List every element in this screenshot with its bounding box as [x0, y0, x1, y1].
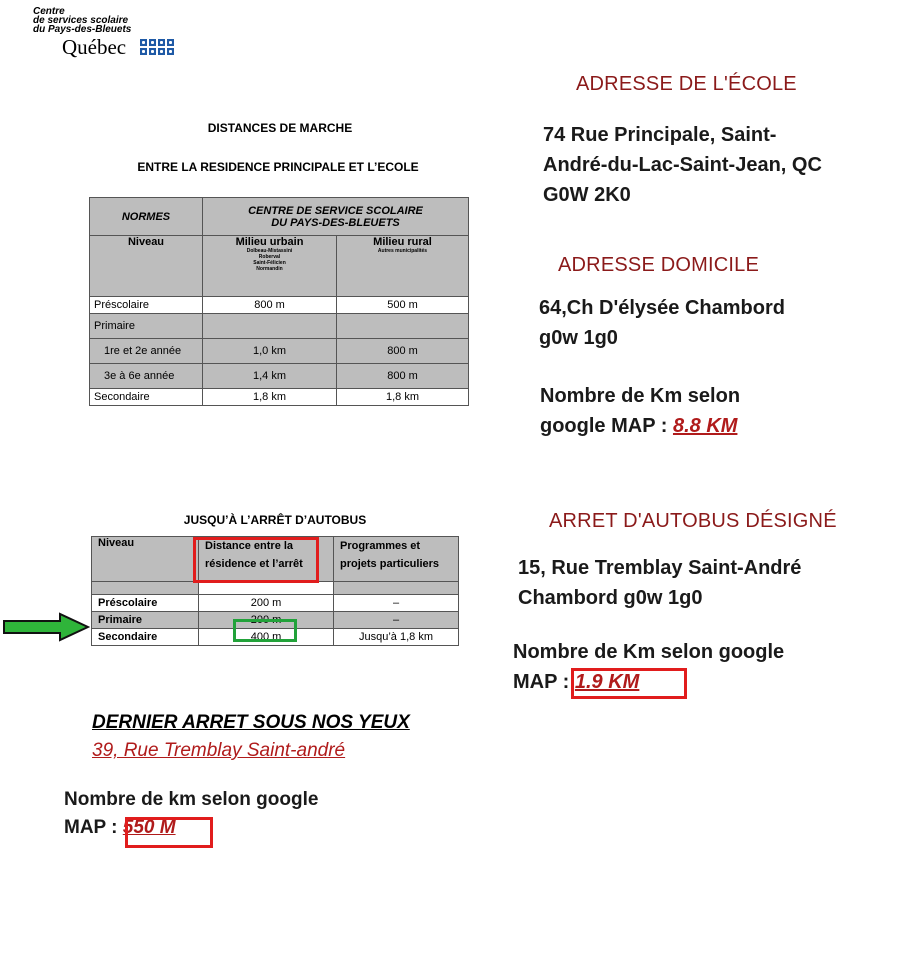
domicile-address — [539, 293, 785, 353]
dernier-arret-title: DERNIER ARRET SOUS NOS YEUX — [92, 712, 410, 733]
urbain-sub-4: Normandin — [256, 266, 283, 272]
dernier-km-map-label: MAP : — [64, 817, 118, 838]
t2-prog-line2: projets particuliers — [340, 558, 440, 570]
domicile-km-line1: Nombre de Km selon — [540, 385, 741, 407]
arret-km-value: 1.9 KM — [574, 671, 640, 693]
t2-cell-niveau: Primaire — [92, 612, 199, 629]
urbain-label: Milieu urbain — [235, 236, 304, 248]
arret-km-line1: Nombre de Km selon google — [513, 641, 785, 663]
rural-sub: Autres municipalités — [377, 248, 428, 254]
dernier-km-highlight — [122, 817, 213, 848]
dernier-km-line1: Nombre de km selon google — [64, 789, 319, 810]
urbain-header — [203, 236, 337, 297]
table-row — [90, 389, 469, 406]
domicile-line2: g0w 1g0 — [539, 327, 618, 349]
t2-cell-prog: Jusqu’à 1,8 km — [334, 629, 459, 646]
urbain-sub-2: Roberval — [258, 254, 281, 260]
domicile-heading: ADRESSE DOMICILE — [558, 254, 760, 276]
t2-cell-distance: 400 m — [199, 629, 334, 646]
rural-label: Milieu rural — [373, 236, 432, 248]
dernier-km-value: 550 M — [122, 817, 176, 838]
t2-distance-line1: Distance entre la — [205, 540, 294, 552]
cell-niveau: Primaire — [90, 314, 203, 339]
t2-cell-niveau: Secondaire — [92, 629, 199, 646]
t2-cell-distance: 200 m — [199, 595, 334, 612]
primaire-distance-highlight — [233, 619, 297, 642]
t2-cell-prog: – — [334, 595, 459, 612]
cell-rural: 800 m — [337, 339, 469, 364]
niveau-header: Niveau — [90, 236, 203, 297]
table-row — [92, 595, 459, 612]
quebec-flag-icon — [140, 39, 156, 55]
t2-prog-line1: Programmes et — [340, 540, 421, 552]
t2-cell-distance: 200 m — [199, 612, 334, 629]
logo-line-2: de services scolaire — [33, 15, 129, 26]
arrow-right-icon — [2, 612, 90, 642]
dernier-arret-address: 39, Rue Tremblay Saint-andré — [92, 740, 346, 761]
domicile-km-line2 — [540, 411, 740, 441]
domicile-km-value: 8.8 KM — [672, 415, 738, 437]
urbain-sub-1: Dolbeau-Mistassini — [246, 248, 293, 254]
cell-rural: 500 m — [337, 297, 469, 314]
t2-cell-prog: – — [334, 612, 459, 629]
urbain-sub-3: Saint-Félicien — [253, 260, 286, 266]
cell-urbain: 800 m — [203, 297, 337, 314]
cell-niveau: 1re et 2e année — [90, 339, 203, 364]
logo-line-1: Centre — [33, 6, 65, 17]
table-row — [90, 364, 469, 389]
doc-title-residence: ENTRE LA RESIDENCE PRINCIPALE ET L’ECOLE — [137, 160, 419, 174]
domicile-km — [540, 381, 740, 441]
rural-header — [337, 236, 469, 297]
arret-km-highlight — [571, 668, 687, 699]
table-row — [90, 314, 469, 339]
centre-header — [203, 198, 469, 236]
centre-header-line1: CENTRE DE SERVICE SCOLAIRE — [248, 204, 423, 217]
cell-rural: 800 m — [337, 364, 469, 389]
logo-line-3: du Pays-des-Bleuets — [33, 24, 132, 35]
t2-distance-line2: résidence et l’arrêt — [205, 558, 303, 570]
cell-urbain: 1,0 km — [203, 339, 337, 364]
cell-rural: 1,8 km — [337, 389, 469, 406]
ecole-address — [543, 120, 822, 210]
arret-heading: ARRET D'AUTOBUS DÉSIGNÉ — [549, 510, 837, 532]
cell-urbain — [203, 314, 337, 339]
normes-header: NORMES — [90, 198, 203, 236]
cell-urbain: 1,4 km — [203, 364, 337, 389]
t2-prog-header — [334, 537, 459, 582]
arret-line1: 15, Rue Tremblay Saint-André — [518, 557, 802, 579]
cell-urbain: 1,8 km — [203, 389, 337, 406]
table-row — [90, 339, 469, 364]
table-row — [90, 297, 469, 314]
centre-header-line2: DU PAYS-DES-BLEUETS — [271, 216, 400, 229]
distance-header-highlight — [193, 537, 319, 583]
arret-address — [518, 553, 801, 613]
ecole-line1: 74 Rue Principale, Saint- — [543, 124, 777, 146]
doc-title-distances: DISTANCES DE MARCHE — [207, 121, 353, 135]
t2-cell-niveau: Préscolaire — [92, 595, 199, 612]
logo-quebec: Québec — [62, 35, 127, 59]
domicile-line1: 64,Ch D'élysée Chambord — [539, 297, 785, 319]
ecole-heading: ADRESSE DE L'ÉCOLE — [576, 73, 797, 95]
quebec-flag-icon — [158, 39, 174, 55]
cell-rural — [337, 314, 469, 339]
domicile-km-map-label: google MAP : — [540, 415, 668, 437]
ecole-line3: G0W 2K0 — [543, 184, 631, 206]
cell-niveau: Préscolaire — [90, 297, 203, 314]
doc-title-arret: JUSQU’À L’ARRÊT D’AUTOBUS — [183, 513, 367, 527]
arret-km-map-label: MAP : — [513, 671, 570, 693]
cell-niveau: Secondaire — [90, 389, 203, 406]
distances-table — [89, 197, 469, 406]
ecole-line2: André-du-Lac-Saint-Jean, QC — [543, 154, 822, 176]
cell-niveau: 3e à 6e année — [90, 364, 203, 389]
arret-line2: Chambord g0w 1g0 — [518, 587, 703, 609]
t2-niveau-header: Niveau — [92, 537, 199, 582]
